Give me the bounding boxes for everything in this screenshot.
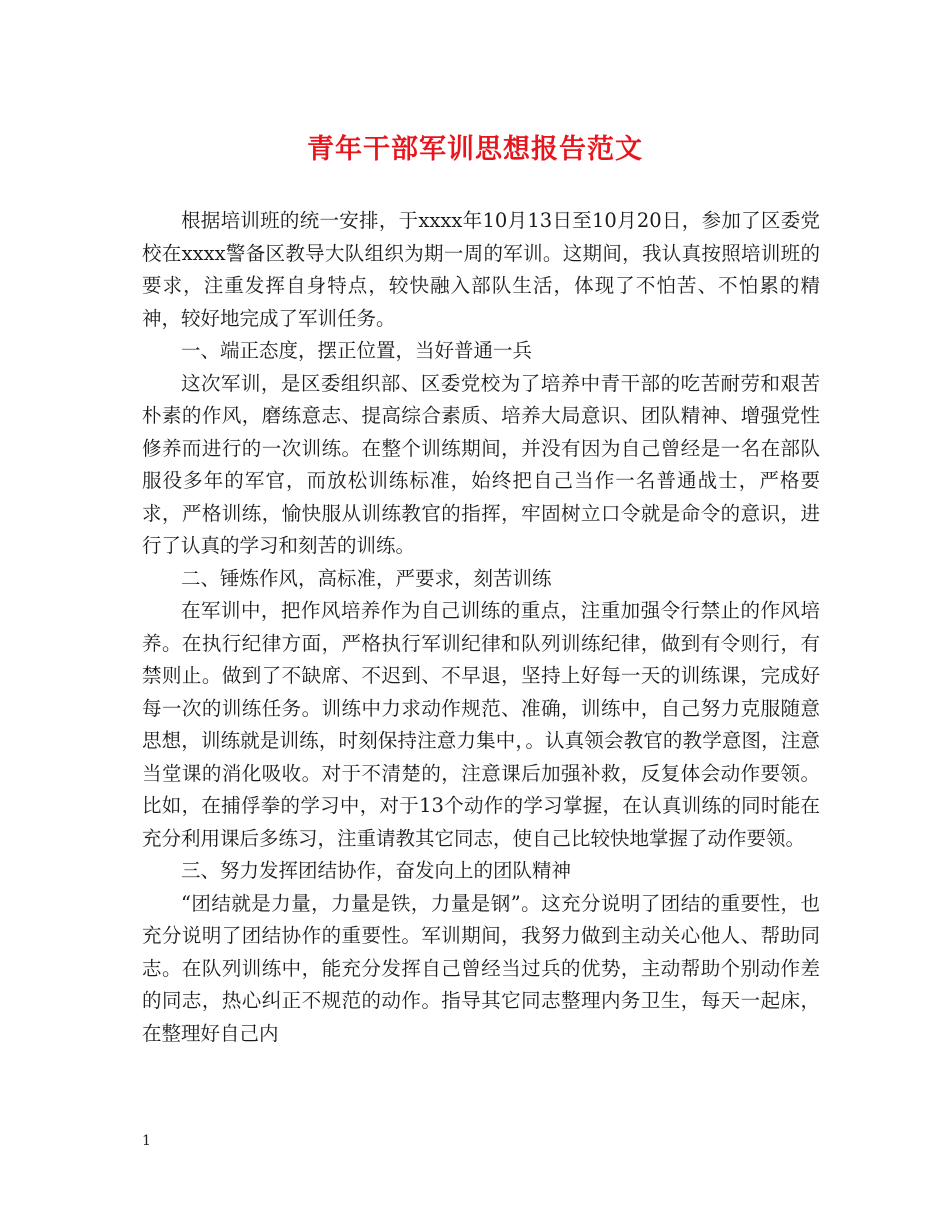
paragraph-section-3: “团结就是力量，力量是铁，力量是钢”。这充分说明了团结的重要性，也充分说明了团结协作的重要性。军训期间，我努力做到主动关心他人、帮助同志。在队列训练中，能充分发挥自己曾经当过兵的优势，主动帮助个别动作差的同志，热心纠正不规范的动作。指导其它同志整理内务卫生，每天一起床，在整理好自己内 <box>142 891 820 1045</box>
document-title: 青年干部军训思想报告范文 <box>307 134 643 165</box>
section-heading-2: 二、锤炼作风，高标准，严要求，刻苦训练 <box>181 566 552 590</box>
section-heading-3: 三、努力发挥团结协作，奋发向上的团队精神 <box>181 859 572 882</box>
paragraph-section-2: 在军训中，把作风培养作为自己训练的重点，注重加强令行禁止的作风培养。在执行纪律方面，严格执行军训纪律和队列训练纪律，做到有令则行，有禁则止。做到了不缺席、不迟到、不早退，坚持上好每一天的训练课，完成好每一次的训练任务。训练中力求动作规范、准确，训练中，自己努力克服随意思想，训练就是训练，时刻保持注意力集中，。认真领会教官的教学意图，注意当堂课的消化吸收。对于不清楚的，注意课后加强补救，反复体会动作要领。比如，在捕俘拳的学习中，对于13个动作的学习掌握，在认真训练的同时能在充分利用课后多练习，注重请教其它同志，使自己比较快地掌握了动作要领。 <box>142 599 820 850</box>
document-body <box>142 205 820 1050</box>
section-heading-1: 一、端正态度，摆正位置，当好普通一兵 <box>181 339 533 362</box>
paragraph-intro: 根据培训班的统一安排，于xxxx年10月13日至10月20日，参加了区委党校在xxxx警备区教导大队组织为期一周的军训。这期间，我认真按照培训班的要求，注重发挥自身特点，较快融入部队生活，体现了不怕苦、不怕累的精神，较好地完成了军训任务。 <box>142 209 820 330</box>
page-number: 1 <box>142 1133 151 1149</box>
paragraph-section-1: 这次军训，是区委组织部、区委党校为了培养中青干部的吃苦耐劳和艰苦朴素的作风，磨练意志、提高综合素质、培养大局意识、团队精神、增强党性修养而进行的一次训练。在整个训练期间，并没有因为自己曾经是一名在部队服役多年的军官，而放松训练标准，始终把自己当作一名普通战士，严格要求，严格训练，愉快服从训练教官的指挥，牢固树立口令就是命令的意识，进行了认真的学习和刻苦的训练。 <box>142 371 820 557</box>
